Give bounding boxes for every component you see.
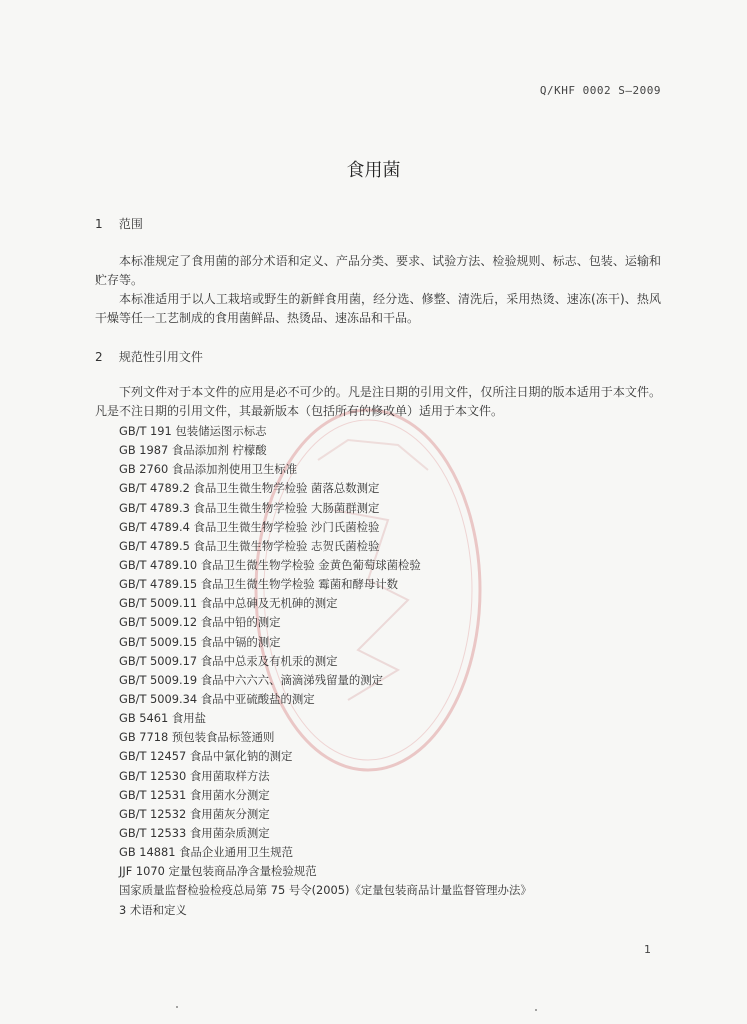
reference-item: GB/T 4789.10 食品卫生微生物学检验 金黄色葡萄球菌检验	[119, 557, 421, 572]
reference-item: GB/T 5009.15 食品中镉的测定	[119, 634, 281, 649]
reference-item: GB/T 5009.19 食品中六六六、滴滴涕残留量的测定	[119, 672, 384, 687]
page-number: 1	[644, 943, 651, 956]
reference-item: GB 1987 食品添加剂 柠檬酸	[119, 443, 267, 458]
reference-item: 国家质量监督检验检疫总局第 75 号令(2005)《定量包装商品计量监督管理办法》	[119, 883, 532, 898]
section-2-title: 规范性引用文件	[118, 350, 203, 364]
reference-item: GB/T 12530 食用菌取样方法	[119, 768, 270, 783]
reference-item: GB 7718 预包装食品标签通则	[119, 730, 275, 745]
reference-list	[119, 422, 679, 920]
reference-item: GB/T 5009.34 食品中亚硫酸盐的测定	[119, 691, 315, 706]
reference-item: GB/T 12533 食用菌杂质测定	[119, 825, 270, 840]
reference-item: GB/T 4789.2 食品卫生微生物学检验 菌落总数测定	[119, 481, 380, 496]
section-2-number: 2	[95, 350, 103, 364]
reference-item: GB 2760 食品添加剂使用卫生标准	[119, 462, 298, 477]
section-1-paragraph-1: 本标准规定了食用菌的部分术语和定义、产品分类、要求、试验方法、检验规则、标志、包装、运输和贮存等。	[95, 254, 661, 287]
reference-item: GB/T 191 包装储运图示标志	[119, 424, 267, 438]
reference-item: GB/T 4789.3 食品卫生微生物学检验 大肠菌群测定	[119, 500, 380, 515]
reference-item: GB/T 4789.4 食品卫生微生物学检验 沙门氏菌检验	[119, 519, 380, 534]
reference-item: GB/T 4789.5 食品卫生微生物学检验 志贺氏菌检验	[119, 538, 380, 553]
reference-item: GB/T 5009.17 食品中总汞及有机汞的测定	[119, 653, 338, 668]
section-3-heading: 3 术语和定义	[119, 902, 187, 917]
reference-item: GB/T 5009.12 食品中铅的测定	[119, 615, 281, 630]
document-title: 食用菌	[346, 160, 401, 181]
scan-speck	[535, 1009, 537, 1011]
reference-item: GB 5461 食用盐	[119, 711, 207, 726]
reference-item: GB/T 12532 食用菌灰分测定	[119, 806, 270, 821]
reference-item: GB/T 5009.11 食品中总砷及无机砷的测定	[119, 596, 338, 611]
section-2-paragraph-1: 下列文件对于本文件的应用是必不可少的。凡是注日期的引用文件，仅所注日期的版本适用于本文件。凡是不注日期的引用文件，其最新版本（包括所有的修改单）适用于本文件。	[95, 385, 661, 418]
standard-code: Q/KHF 0002 S—2009	[539, 84, 661, 97]
section-1-title: 范围	[118, 217, 143, 231]
reference-item: GB/T 4789.15 食品卫生微生物学检验 霉菌和酵母计数	[119, 577, 399, 592]
section-1-number: 1	[95, 217, 103, 231]
reference-item: GB 14881 食品企业通用卫生规范	[119, 845, 294, 860]
section-1-paragraph-2: 本标准适用于以人工栽培或野生的新鲜食用菌，经分选、修整、清洗后，采用热烫、速冻(冻干)、热风干燥等任一工艺制成的食用菌鲜品、热烫品、速冻品和干品。	[95, 292, 661, 325]
reference-item: GB/T 12531 食用菌水分测定	[119, 787, 270, 802]
section-2-heading	[95, 348, 203, 365]
section-1-heading	[95, 215, 143, 232]
reference-item: JJF 1070 定量包装商品净含量检验规范	[119, 864, 317, 879]
scan-speck	[176, 1006, 178, 1008]
reference-item: GB/T 12457 食品中氯化钠的测定	[119, 749, 293, 764]
